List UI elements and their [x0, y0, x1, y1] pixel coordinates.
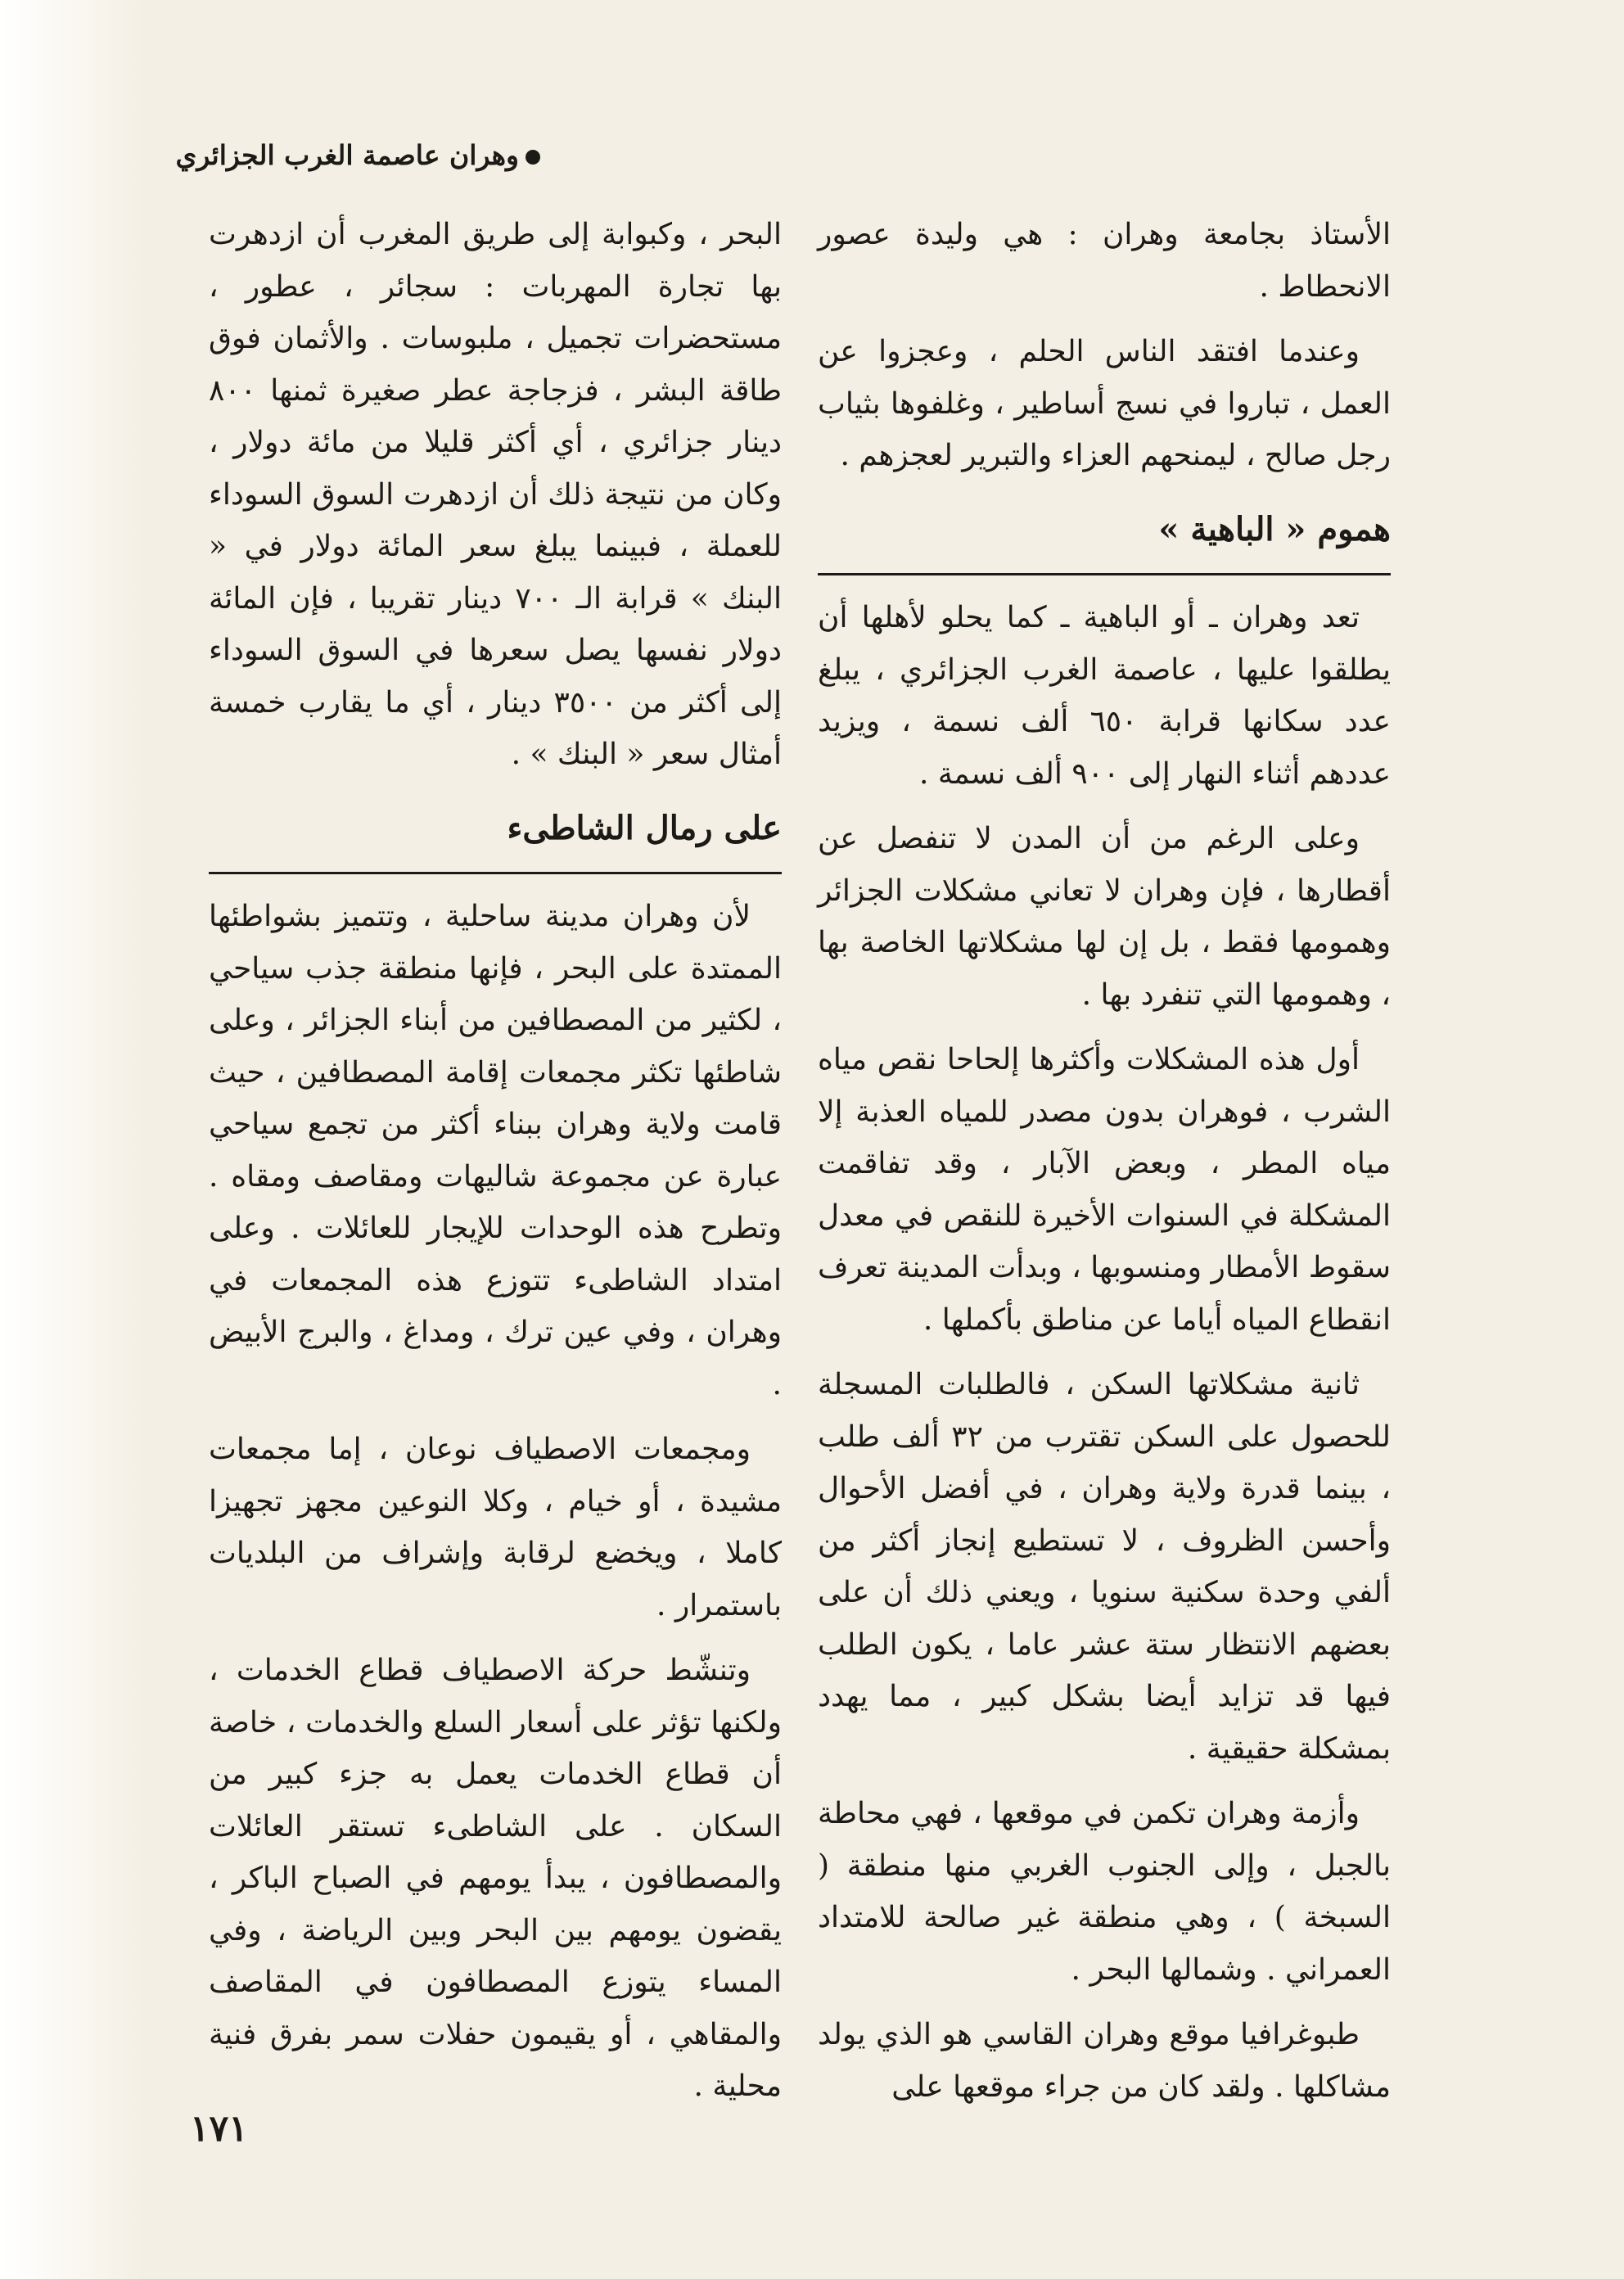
- paragraph: تعد وهران ـ أو الباهية ـ كما يحلو لأهلها أن يطلقوا عليها ، عاصمة الغرب الجزائري ، يبلغ عدد سكانها قرابة ٦٥٠ ألف نسمة ، ويزيد عددهم أثناء النهار إلى ٩٠٠ ألف نسمة .: [818, 601, 1392, 791]
- bullet-icon: [526, 150, 540, 165]
- paragraph: وعندما افتقد الناس الحلم ، وعجزوا عن العمل ، تباروا في نسج أساطير ، وغلفوها بثياب رجل صالح ، ليمنحهم العزاء والتبرير لعجزهم .: [818, 335, 1391, 472]
- section-heading: هموم « الباهية »: [818, 503, 1391, 576]
- paragraph: وتنشّط حركة الاصطياف قطاع الخدمات ، ولكنها تؤثر على أسعار السلع والخدمات ، خاصة أن قطاع الخدمات يعمل به جزء كبير من السكان . على الشاطىء تستقر العائلات والمصطافون ، يبدأ يومهم في الصباح الباكر ، يقضون يومهم بين البحر وبين الرياضة ، وفي المساء يتوزع المصطافون في المقاصف والمقاهي ، أو يقيمون حفلات سمر بفرق فنية محلية .: [209, 1654, 782, 2103]
- paragraph: طبوغرافيا موقع وهران القاسي هو الذي يولد مشاكلها . ولقد كان من جراء موقعها على: [818, 2018, 1391, 2104]
- page-edge-shadow: [0, 0, 143, 2279]
- paragraph: ومجمعات الاصطياف نوعان ، إما مجمعات مشيدة ، أو خيام ، وكلا النوعين مجهز تجهيزا كاملا ، ويخضع لرقابة وإشراف من البلديات باستمرار .: [209, 1433, 782, 1622]
- running-title: وهران عاصمة الغرب الجزائري: [175, 139, 519, 171]
- page-number: ١٧١: [190, 2108, 248, 2150]
- left-column: [209, 209, 782, 2126]
- paragraph: البحر ، وكبوابة إلى طريق المغرب أن ازدهرت بها تجارة المهربات : سجائر ، عطور ، مستحضرات تجميل ، ملبوسات . والأثمان فوق طاقة البشر ، فزجاجة عطر صغيرة ثمنها ٨٠٠ دينار جزائري ، أي أكثر قليلا من مائة دولار ، وكان من نتيجة ذلك أن ازدهرت السوق السوداء للعملة ، فبينما يبلغ سعر المائة دولار في « البنك » قرابة الـ ٧٠٠ دينار تقريبا ، فإن المائة دولار نفسها يصل سعرها في السوق السوداء إلى أكثر من ٣٥٠٠ دينار ، أي ما يقارب خمسة أمثال سعر « البنك » .: [209, 218, 782, 771]
- running-header: [164, 139, 540, 171]
- paragraph: لأن وهران مدينة ساحلية ، وتتميز بشواطئها الممتدة على البحر ، فإنها منطقة جذب سياحي ، لكثير من المصطافين من أبناء الجزائر ، وعلى شاطئها تكثر مجمعات إقامة المصطافين ، حيث قامت ولاية وهران ببناء أكثر من تجمع سياحي عبارة عن مجموعة شاليهات ومقاصف ومقاه . وتطرح هذه الوحدات للإيجار للعائلات . وعلى امتداد الشاطىء تتوزع هذه المجمعات في وهران ، وفي عين ترك ، ومداغ ، والبرج الأبيض .: [209, 900, 782, 1401]
- paragraph: أول هذه المشكلات وأكثرها إلحاحا نقص مياه الشرب ، فوهران بدون مصدر للمياه العذبة إلا مياه المطر ، وبعض الآبار ، وقد تفاقمت المشكلة في السنوات الأخيرة للنقص في معدل سقوط الأمطار ومنسوبها ، وبدأت المدينة تعرف انقطاع المياه أياما عن مناطق بأكملها .: [818, 1043, 1391, 1337]
- paragraph: وأزمة وهران تكمن في موقعها ، فهي محاطة بالجبل ، وإلى الجنوب الغربي منها منطقة ( السبخة ) ، وهي منطقة غير صالحة للامتداد العمراني . وشمالها البحر .: [818, 1797, 1391, 1987]
- paragraph: وعلى الرغم من أن المدن لا تنفصل عن أقطارها ، فإن وهران لا تعاني مشكلات الجزائر وهمومها فقط ، بل إن لها مشكلاتها الخاصة بها ، وهمومها التي تنفرد بها .: [818, 822, 1391, 1012]
- paragraph: الأستاذ بجامعة وهران : هي وليدة عصور الانحطاط .: [818, 218, 1391, 304]
- section-heading: على رمال الشاطىء: [209, 802, 782, 875]
- right-column: [818, 209, 1391, 2126]
- paragraph: ثانية مشكلاتها السكن ، فالطلبات المسجلة للحصول على السكن تقترب من ٣٢ ألف طلب ، بينما قدرة ولاية وهران ، في أفضل الأحوال وأحسن الظروف ، لا تستطيع إنجاز أكثر من ألفي وحدة سكنية سنويا ، ويعني ذلك أن على بعضهم الانتظار ستة عشر عاما ، يكون الطلب فيها قد تزايد أيضا بشكل كبير ، مما يهدد بمشكلة حقيقية .: [818, 1368, 1391, 1766]
